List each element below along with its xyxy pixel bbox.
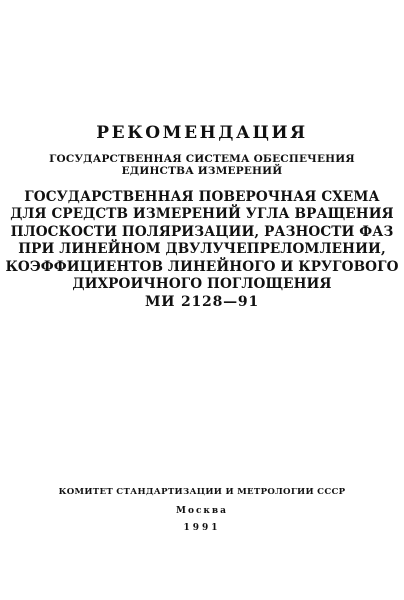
document-title-line: ДИХРОИЧНОГО ПОГЛОЩЕНИЯ [72, 276, 332, 293]
document-code: МИ 2128—91 [144, 294, 260, 310]
publication-city: Москва [175, 506, 229, 516]
standard-system-line: ГОСУДАРСТВЕННАЯ СИСТЕМА ОБЕСПЕЧЕНИЯ [49, 153, 355, 165]
document-type-heading: РЕКОМЕНДАЦИЯ [96, 123, 308, 143]
publisher-name: КОМИТЕТ СТАНДАРТИЗАЦИИ И МЕТРОЛОГИИ СССР [58, 487, 346, 497]
document-title-line: КОЭФФИЦИЕНТОВ ЛИНЕЙНОГО И КРУГОВОГО [5, 258, 399, 275]
document-title-line: ПРИ ЛИНЕЙНОМ ДВУЛУЧЕПРЕЛОМЛЕНИИ, [18, 241, 386, 258]
document-title-line: ПЛОСКОСТИ ПОЛЯРИЗАЦИИ, РАЗНОСТИ ФАЗ [10, 223, 394, 240]
document-title [0, 189, 404, 293]
standard-system-line: ЕДИНСТВА ИЗМЕРЕНИЙ [121, 165, 283, 177]
document-title-line: ГОСУДАРСТВЕННАЯ ПОВЕРОЧНАЯ СХЕМА [24, 189, 380, 205]
publication-year: 1991 [183, 523, 221, 533]
standard-system-heading [0, 153, 404, 177]
document-title-line: ДЛЯ СРЕДСТВ ИЗМЕРЕНИЙ УГЛА ВРАЩЕНИЯ [10, 206, 394, 223]
